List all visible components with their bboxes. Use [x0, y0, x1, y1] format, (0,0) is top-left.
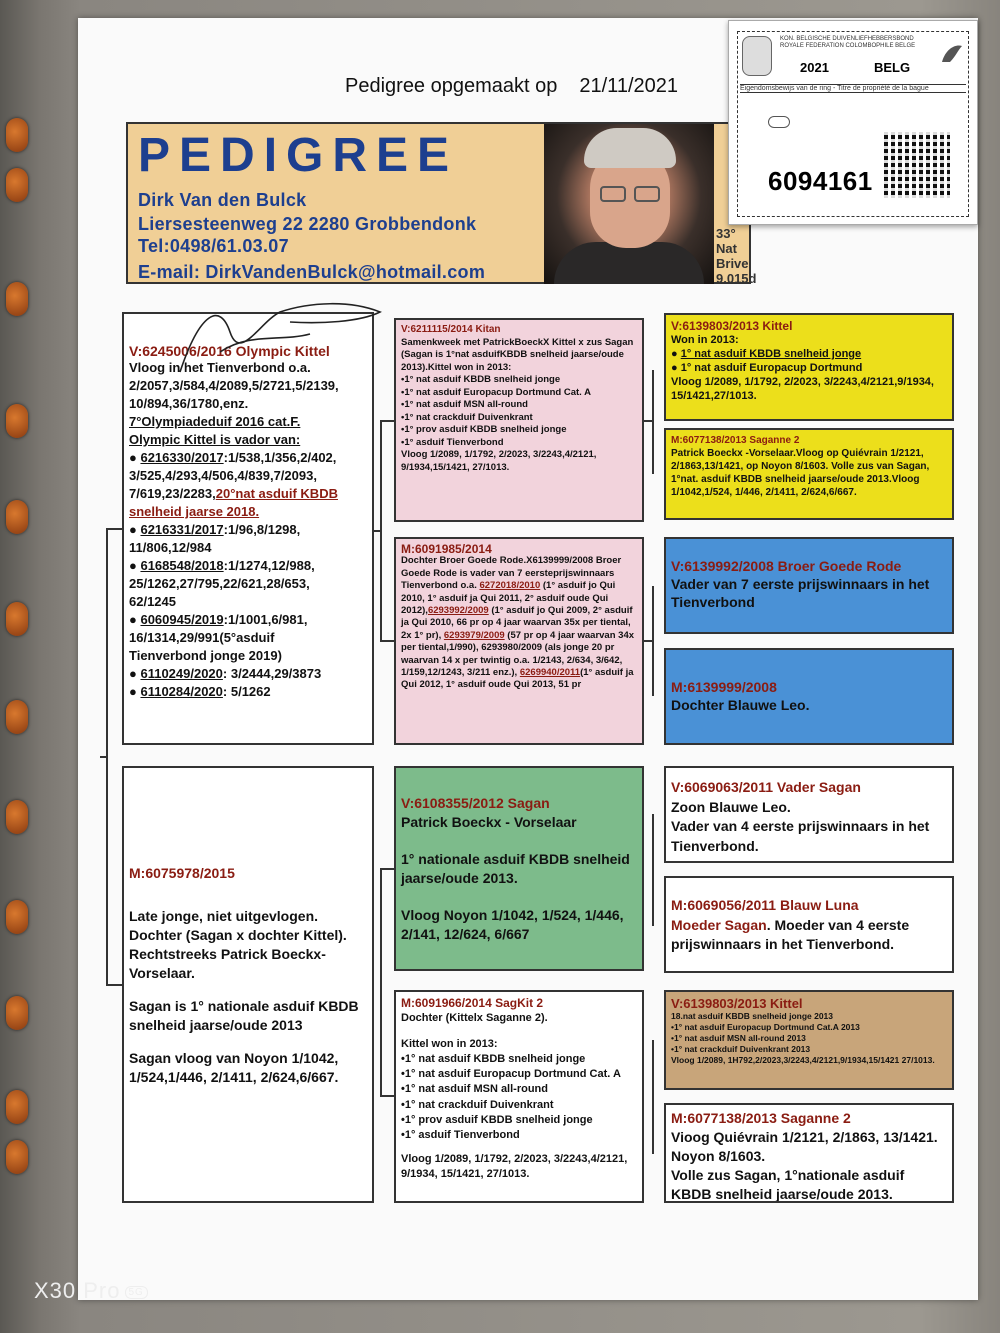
dam-ring: M:6075978/2015 [129, 865, 235, 881]
child-line: ● 6060945/2019:1/1001,6/981, [129, 612, 308, 627]
dam-box: M:6075978/2015 Late jonge, niet uitgevlogen. Dochter (Sagan x dochter Kittel). Rechtstreeks Patrick Boeckx-Vorselaar. Sagan is 1° nationale asduif KBDB snelheid jaarse/oude 2013 Sagan vloog van Noyon 1/1042, 1/524,1/446, 2/1411, 2/624,6/667. [122, 766, 374, 1203]
subject-pigeon-box: V:6245006/2016 Olympic Kittel Vloog in het Tienverbond o.a. 2/2057,3/584,4/2089,5/2721,5/2139, 10/894,36/1780,enz. 7°Olympiadeduif 2016 cat.F. Olympic Kittel is vador van: ● 6216330/2017:1/538,1/356,2/402, 3/525,4/293,4/506,4/839,7/2093, 7/619,23/2283,20°nat asduif KBDB snelheid jaarse 2018. ● 6216331/2017:1/96,8/1298, 11/806,12/984 ● 6168548/2018:1/1274,12/988, 25/1262,27/795,22/621,28/653, 62/1245 ● 6060945/2019:1/1001,6/981, 16/1314,29/991(5°asduif Tienverbond jonge 2019) ● 6110249/2020: 3/2444,29/3873 ● 6110284/2020: 5/1262 [122, 312, 374, 745]
child-line: ● 6110249/2020: 3/2444,29/3873 [129, 666, 322, 681]
sire-dam-box: M:6091985/2014 Dochter Broer Goede Rode.X6139999/2008 Broer Goede Rode is vader van 7 eersteprijswinnaars Tienverbond o.a. 6272018/2010 (1° asduif jo Qui 2010, 1° asduif ja Qui 2011, 2° asduif oude Qui 2012),6293992/2009 (1° asduif jo Qui 2009, 2° asduif ja Qui 2010, 66 pr op 4 jaar waarvan 35x per tiental, 2x 1° pr), 6293979/2009 (57 pr op 4 jaar waarvan 34x per tiental,1/990), 6293980/2009 (als jonge 20 pr waarvan 14 x per twintig o.a. 1/2143, 2/634, 3/642, 1/159,12/1243, 3/211 enz.), 6269940/2011(1° asduif ja Qui 2012, 1° asduif oude Qui 2013, 51 pr [394, 537, 644, 745]
card-country: BELG [874, 60, 911, 75]
signature [160, 292, 390, 382]
breeder-phone: Tel:0498/61.03.07 [138, 236, 289, 256]
sire-box: V:6211115/2014 Kitan Samenkweek met PatrickBoeckX Kittel x zus Sagan (Sagan is 1°nat asduifKBDB snelheid jaarse/oude 2013).Kittel won in 2013: • 1° nat asduif KBDB snelheid jonge • 1° nat asduif Europacup Dortmund Cat. A • 1° nat asduif MSN all-round • 1° nat crackduif Duivenkrant • 1° prov asduif KBDB snelheid jonge • 1° asduif Tienverbond Vloog 1/2089, 1/1792, 2/2023, 3/2243,4/2121, 9/1934,15/1421, 27/1013. [394, 318, 644, 522]
connector-line [380, 420, 394, 422]
dochter-blauwe-leo-box: M:6139999/2008 Dochter Blauwe Leo. [664, 648, 954, 745]
card-org: KON. BELGISCHE DUIVENLIEFHEBBERSBOND ROYALE FEDERATION COLOMBOPHILE BELGE [780, 36, 916, 49]
sire-sire-box: V:6139803/2013 Kittel Won in 2013: ● 1° nat asduif KBDB snelheid jonge ● 1° nat asduif Europacup Dortmund Vloog 1/2089, 1/1792, 2/2023, 3/2243,4/2121,9/1934, 15/1421,27/1013. [664, 313, 954, 421]
ring-number: 6094161 [768, 166, 873, 196]
sire-dam-ring: M:6091985/2014 [401, 542, 492, 556]
connector-line [652, 1040, 654, 1154]
breeder-name: Dirk Van den Bulck [138, 190, 307, 210]
sagan-box: V:6108355/2012 Sagan Patrick Boeckx - Vorselaar 1° nationale asduif KBDB snelheid jaarse/oude 2013. Vloog Noyon 1/1042, 1/524, 1/446, 2/141, 12/624, 6/667 [394, 766, 644, 971]
broer-goede-rode-box: V:6139992/2008 Broer Goede Rode Vader van 7 eerste prijswinnaars in het Tienverbond [664, 537, 954, 634]
pedigree-title: PEDIGREE [138, 129, 459, 182]
connector-line [106, 528, 122, 530]
connector-line [380, 868, 394, 870]
connector-line [100, 756, 108, 758]
child-line: ● 6168548/2018:1/1274,12/988, [129, 558, 315, 573]
card-punch-hole [768, 116, 790, 128]
card-property-line: Eigendomsbewijs van de ring - Titre de propriété de la bague [740, 84, 966, 93]
kittel-box: V:6139803/2013 Kittel 18.nat asduif KBDB snelheid jonge 2013 • 1° nat asduif Europacup Dortmund Cat.A 2013 • 1° nat asduif MSN all-round 2013 • 1° nat crackduif Duivenkrant 2013 Vloog 1/2089, 1H792,2/2023,3/2243,4/2121,9/1934,15/1421 27/1013. [664, 990, 954, 1090]
connector-line [374, 530, 382, 532]
camera-watermark: X30 Pro 5G [34, 1278, 148, 1304]
child-line: ● 6216330/2017:1/538,1/356,2/402, [129, 450, 337, 465]
crest-icon [742, 36, 772, 76]
blauw-luna-box: M:6069056/2011 Blauw Luna Moeder Sagan. Moeder van 4 eerste prijswinnaars in het Tienverbond. [664, 876, 954, 973]
breeder-address: Liersesteenweg 22 2280 Grobbendonk [138, 214, 477, 234]
connector-line [652, 370, 654, 474]
connector-line [380, 868, 382, 1096]
breeder-photo [544, 124, 714, 284]
sire-wins-list: • 1° nat asduif KBDB snelheid jonge • 1° nat asduif Europacup Dortmund Cat. A • 1° nat asduif MSN all-round • 1° nat crackduif Duivenkrant • 1° prov asduif KBDB snelheid jonge • 1° asduif Tienverbond [401, 374, 637, 449]
binder-holes [0, 0, 40, 1333]
child-line: ● 6110284/2020: 5/1262 [129, 684, 271, 699]
saganne-2-box: M:6077138/2013 Saganne 2 Vioog Quiévrain 1/2121, 2/1863, 13/1421. Noyon 8/1603. Volle zus Sagan, 1°nationale asduif KBDB snelheid jaarse/oude 2013. [664, 1103, 954, 1203]
ring-ownership-card [728, 20, 978, 225]
connector-line [380, 1095, 394, 1097]
vader-sagan-box: V:6069063/2011 Vader Sagan Zoon Blauwe Leo. Vader van 4 eerste prijswinnaars in het Tienverbond. [664, 766, 954, 863]
header-result: 33° Nat Brive 9.015d [716, 226, 757, 286]
child-line: ● 6216331/2017:1/96,8/1298, [129, 522, 301, 537]
sire-ring: V:6211115/2014 Kitan [401, 324, 501, 335]
connector-line [106, 984, 122, 986]
sire-sire-dam-box: M:6077138/2013 Saganne 2 Patrick Boeckx -Vorselaar.Vloog op Quiévrain 1/2121, 2/1863,13/1421, op Noyon 8/1603. Volle zus van Sagan, 1°nat. asduif KBDB snelheid jaarse/oude 2013.Vloog 1/1042,1/524, 1/446, 2/1411, 2/624,6/667. [664, 428, 954, 520]
header-banner [126, 122, 757, 286]
qr-code-icon [884, 132, 950, 198]
connector-line [644, 420, 654, 422]
sagkit-box: M:6091966/2014 SagKit 2 Dochter (Kittelx Saganne 2). Kittel won in 2013: • 1° nat asduif KBDB snelheid jonge • 1° nat asduif Europacup Dortmund Cat. A • 1° nat asduif MSN all-round • 1° nat crackduif Duivenkrant • 1° prov asduif KBDB snelheid jonge • 1° asduif Tienverbond Vloog 1/2089, 1/1792, 2/2023, 3/2243,4/2121, 9/1934, 15/1421, 27/1013. [394, 990, 644, 1203]
subject-ring: V:6245006/2016 Olympic Kittel [129, 343, 330, 359]
connector-line [652, 814, 654, 926]
connector-line [644, 640, 654, 642]
created-line: Pedigree opgemaakt op 21/11/2021 [345, 75, 678, 97]
pigeon-icon [938, 40, 964, 70]
card-year: 2021 [800, 60, 829, 75]
breeder-email: E-mail: DirkVandenBulck@hotmail.com [138, 262, 486, 282]
connector-line [380, 640, 394, 642]
